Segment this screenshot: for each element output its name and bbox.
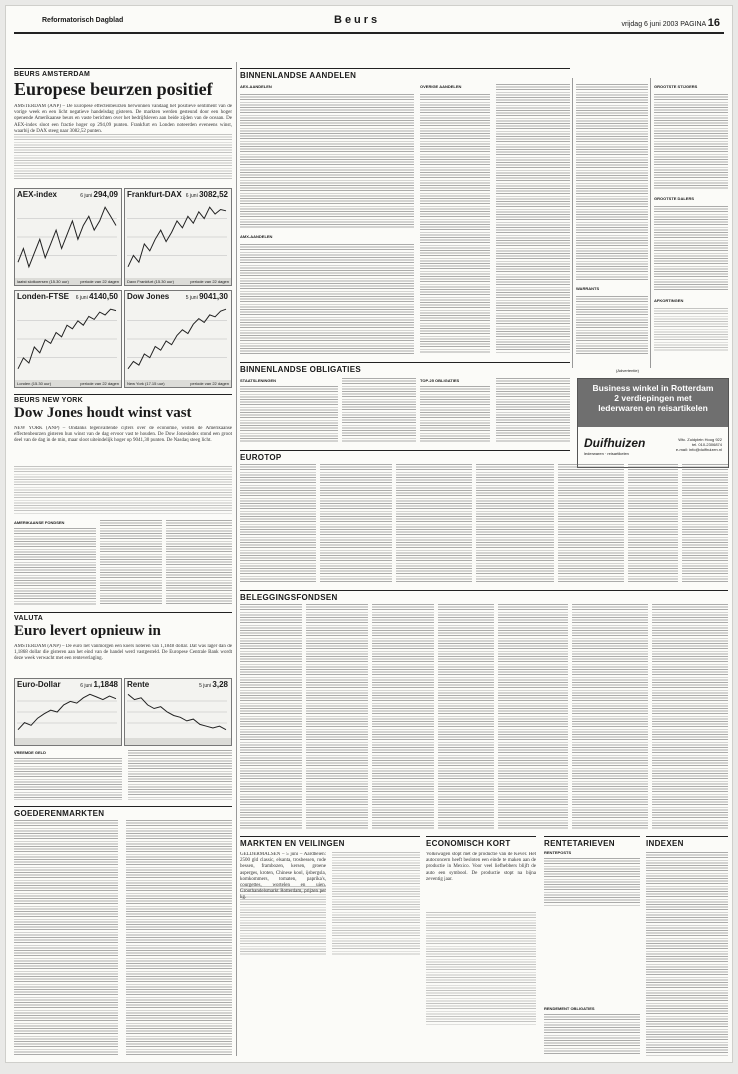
chart-plot [17,690,117,734]
chart-footer-left: New York (17.15 uur) [127,381,165,386]
page-label: PAGINA [680,21,706,28]
chart-footer-right: periode van 22 dagen [190,279,229,284]
amsterdam-headline: Europese beurzen positief [14,79,213,99]
eurotop-table-7 [682,464,728,582]
chart-plot [17,302,117,376]
grootste-dalers-table [654,206,728,290]
goederenmarkten-label: GOEDERENMARKTEN [14,806,232,818]
amsterdam-article: AMSTERDAM (ANP) – De Europese effectenbeurzen herwonnen vandaag het positieve sentiment van de vorige week en een licht negatieve handelsdag gisteren. De markten werden gesteund door een hoger openende Amerikaanse beurs en vaste berichten over het bedrijfsleven aan beide zijden van de oceaan. De AEX-index sloot een fractie hoger op 294,09 punten. Frankfurt en Londen noteerden eveneens winst, waarbij de DAX steeg naar 3082,52 punten. [14,104,232,134]
newyork-article: NEW YORK (ANP) – Ondanks tegenvallende cijfers over de economie, wisten de Amerikaanse effectenbeurzen gisteren hun winst van de dag ervoor vast te houden. De Dow Jonesindex stond een groot deel van de dag in de min, maar sloot uiteindelijk hoger op 9041,30 punten. De Nasdaq steeg licht. [14,426,232,444]
grootste-stijgers-label: GROOTSTE STIJGERS [654,84,698,89]
chart-footer [125,380,231,387]
economisch-fineprint [426,912,536,1026]
newspaper-page [6,6,732,1062]
chart-footer-right: periode van 22 dagen [80,381,119,386]
eurotop-table-3 [396,464,472,582]
amx-aandelen-label: AMX-AANDELEN [240,234,273,239]
eurotop-table-2 [320,464,392,582]
chart-footer [15,278,121,285]
markten-fineprint-2 [332,852,420,956]
ad-banner [578,379,728,427]
eurotop-table-6 [628,464,678,582]
overige-aandelen-table-3 [576,84,648,280]
chart-current-value: 5 juni 9041,30 [185,292,228,301]
chart-plot [127,302,227,376]
chart-title: Londen-FTSE [17,292,69,301]
advertisement-tag: (Advertentie) [616,368,639,373]
chart-footer [15,738,121,745]
duifhuizen-logo: Duifhuizen [584,436,646,450]
economisch-kort-label: ECONOMISCH KORT [426,836,536,848]
paper-name: Reformatorisch Dagblad [42,17,124,24]
eurotop-table-4 [476,464,554,582]
beleggingsfondsen-table [306,604,368,830]
chart-date: 6 juni [80,683,94,689]
eurotop-table-5 [558,464,624,582]
beleggingsfondsen-label: BELEGGINGSFONDSEN [240,590,728,602]
ad-line-1: Business winkel in Rotterdam [592,383,714,393]
markten-label: MARKTEN EN VEILINGEN [240,836,420,848]
column-divider [572,78,573,368]
logo-subtitle: lederwaren · reisartikelen [584,451,629,456]
warrants-label: WARRANTS [576,286,600,291]
beleggingsfondsen-table [572,604,648,830]
top25-label: TOP-25 OBLIGATIES [420,378,460,383]
overige-aandelen-table-1 [420,94,490,354]
chart-title: AEX-index [17,190,58,199]
chart-currency-1 [124,678,232,746]
ad-line-2: 2 verdiepingen met [614,393,692,403]
chart-title: Euro-Dollar [17,680,61,689]
chart-plot [17,200,117,274]
chart-index-3 [124,290,232,388]
rendement-obligaties-label: RENDEMENT OBLIGATIES [544,1006,595,1011]
chart-date: 6 juni [75,295,90,301]
binnenlandse-aandelen-label: BINNENLANDSE AANDELEN [240,68,570,80]
newyork-article-fineprint [14,466,232,514]
beleggingsfondsen-table [498,604,568,830]
rentetarieven-label: RENTETARIEVEN [544,836,640,848]
chart-title: Frankfurt-DAX [127,190,182,199]
chart-current-value: 6 juni 3082,52 [185,190,228,199]
chart-index-2 [14,290,122,388]
chart-index-0 [14,188,122,286]
beleggingsfondsen-table [652,604,728,830]
chart-footer [15,380,121,387]
overige-aandelen-label: OVERIGE AANDELEN [420,84,462,89]
staatsleningen-table-2 [342,378,416,442]
date-and-page [621,17,720,29]
goederenmarkten-table-2 [126,820,232,1056]
beleggingsfondsen-table [372,604,434,830]
newyork-headline: Dow Jones houdt winst vast [14,405,192,421]
eurotop-table-1 [240,464,316,582]
top25-table-1 [420,386,490,442]
amx-aandelen-table [240,244,414,354]
chart-plot [127,200,227,274]
section-title: Beurs [334,14,381,26]
chart-footer-left: Londen (15.30 uur) [17,381,52,386]
amsterdam-article-fineprint [14,134,232,180]
afkortingen-table [654,308,728,352]
amerikaanse-fondsen-label: AMERIKAANSE FONDSEN [14,520,65,525]
chart-current-value: 6 juni 294,09 [80,190,118,199]
binnenlandse-obligaties-label: BINNENLANDSE OBLIGATIES [240,362,570,374]
issue-date: vrijdag 6 juni 2003 [621,21,679,28]
page-number: 16 [707,17,720,29]
grootste-stijgers-table [654,94,728,190]
us-stocks-table-3 [166,520,232,606]
rendement-obligaties-table [544,1014,640,1054]
chart-current-value: 5 juni 3,28 [199,680,228,689]
markten-fineprint-1 [240,886,326,956]
chart-plot [127,690,227,734]
chart-date: 6 juni [80,193,94,199]
aex-aandelen-table [240,94,414,228]
column-divider [236,62,237,1056]
grootste-dalers-label: GROOTSTE DALERS [654,196,695,201]
chart-date: 6 juni [185,193,200,199]
ad-line-3: lederwaren en reisartikelen [598,403,708,413]
chart-current-value: 6 juni 4140,50 [75,292,118,301]
beurs-newyork-label: BEURS NEW YORK [14,394,232,404]
vreemde-geld-table [14,758,122,800]
chart-title: Dow Jones [127,292,170,301]
ad-address: Wtc. Zuidplein Hoog 922 tel. 010-2306874 e-mail: info@duifhuizen.nl [675,437,722,452]
markten-article: GELDERMALSEN – 5 juni – Aardbeien: 2500 gld classic, elsanta, trosbessen, rode bessen, frambozen, kersen, groene asperges, kroten, Chinese kool, ijsbergsla, komkommers, tomaten, paprika's, courgettes, wortelen en uien. Groothandelsmarkt Rotterdam, prijzen per kg. [240,852,326,901]
eurotop-label: EUROTOP [240,450,570,462]
column-divider [650,78,651,368]
overige-aandelen-table-2 [496,84,570,354]
chart-footer-left: Daxx Frankfurt (15.30 uur) [127,279,174,284]
top25-table-2 [496,378,570,442]
valuta-headline: Euro levert opnieuw in [14,623,161,639]
beleggingsfondsen-table [438,604,494,830]
indexen-table [646,852,728,1056]
us-stocks-table-2 [100,520,162,606]
rentetarieven-table [544,858,640,906]
beurs-amsterdam-label: BEURS AMSTERDAM [14,68,232,78]
chart-title: Rente [127,680,150,689]
vreemde-geld-label: VREEMDE GELD [14,750,47,755]
goederenmarkten-table-1 [14,820,118,1056]
chart-footer-left: laatst slotkoersen (15.30 uur) [17,279,69,284]
valuta-article: AMSTERDAM (ANP) – De euro liet vanmorgen een koers noteren van 1,1848 dollar. Dat was lager dan de 1,1868 dollar die gisteren aan het eind van de handel werd vastgesteld. De Europese Centrale Bank wordt deze week verwacht met een renteverlaging. [14,644,232,662]
aex-aandelen-label: AEX-AANDELEN [240,84,272,89]
staatsleningen-label: STAATSLENINGEN [240,378,277,383]
amerikaanse-fondsen-table [14,528,96,606]
staatsleningen-table-1 [240,386,338,442]
beleggingsfondsen-table [240,604,302,830]
warrants-table [576,296,648,354]
currency-rates-table [128,750,232,800]
chart-current-value: 6 juni 1,1848 [80,680,118,689]
indexen-label: INDEXEN [646,836,728,848]
duifhuizen-advertisement[interactable] [577,378,729,468]
chart-footer [125,278,231,285]
economisch-article: Volkswagen stopt met de productie van de Kever. Het autoconcern heeft besloten een einde te maken aan de productie in Mexico. Voor veel liefhebbers blijft de auto een symbool. De productie stopt na bijna zeventig jaar. [426,852,536,882]
afkortingen-label: AFKORTINGEN [654,298,684,303]
chart-date: 5 juni [199,683,213,689]
chart-currency-0 [14,678,122,746]
valuta-label: VALUTA [14,612,232,622]
chart-date: 5 juni [185,295,200,301]
masthead [14,10,724,34]
chart-footer-right: periode van 22 dagen [80,279,119,284]
chart-index-1 [124,188,232,286]
chart-footer [125,738,231,745]
rentepost-label: RENTEPOSTS [544,850,572,855]
chart-footer-right: periode van 22 dagen [190,381,229,386]
